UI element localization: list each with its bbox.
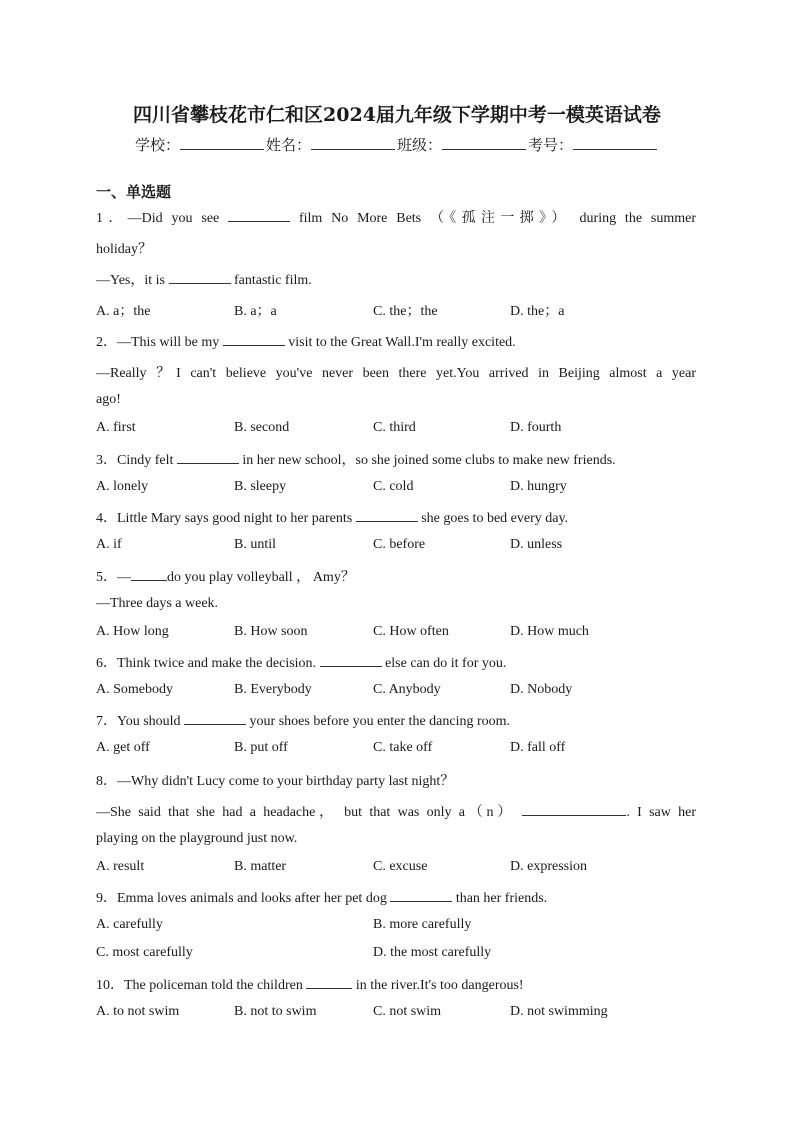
q4-option-a[interactable]: A. if <box>96 537 122 552</box>
question-1-stem: 1．—Did you see film No More Bets （《孤注一掷》） during the summer <box>96 211 696 226</box>
question-1-stem-tail: holiday？ <box>96 242 152 257</box>
question-2-reply: —Really ？I can't believe you've never been there yet.You arrived in Beijing almost a year <box>96 366 696 381</box>
q8-option-c[interactable]: C. excuse <box>373 859 428 874</box>
q8-option-d[interactable]: D. expression <box>510 859 587 874</box>
blank-3[interactable] <box>177 451 239 464</box>
question-10-stem: 10．The policeman told the children in the river.It's too dangerous! <box>96 978 524 993</box>
q7-option-d[interactable]: D. fall off <box>510 740 566 755</box>
question-3-stem: 3．Cindy felt in her new school，so she joined some clubs to make new friends. <box>96 453 616 468</box>
q10-option-a[interactable]: A. to not swim <box>96 1004 180 1019</box>
q2-option-c[interactable]: C. third <box>373 420 416 435</box>
question-2-stem: 2．—This will be my visit to the Great Wall.I'm really excited. <box>96 335 516 350</box>
name-blank[interactable] <box>311 135 395 150</box>
blank-8[interactable] <box>522 803 626 816</box>
q5-option-b[interactable]: B. How soon <box>234 624 308 639</box>
name-label: 姓名： <box>265 136 311 154</box>
section-title: 一、单选题 <box>96 183 172 201</box>
question-5-reply: —Three days a week. <box>96 596 219 611</box>
q8-option-b[interactable]: B. matter <box>234 859 287 874</box>
q4-option-c[interactable]: C. before <box>373 537 426 552</box>
question-7-stem: 7．You should your shoes before you enter the dancing room. <box>96 714 511 729</box>
q3-option-a[interactable]: A. lonely <box>96 479 149 494</box>
number-label: 考号： <box>528 136 574 154</box>
q1-option-b[interactable]: B. a；a <box>234 304 277 319</box>
q1-option-c[interactable]: C. the；the <box>373 304 438 319</box>
question-1-reply: —Yes，it is fantastic film. <box>96 273 312 288</box>
question-4-stem: 4．Little Mary says good night to her parents she goes to bed every day. <box>96 511 569 526</box>
q9-option-d[interactable]: D. the most carefully <box>373 945 492 960</box>
question-5-stem: 5．— do you play volleyball ， Amy？ <box>96 570 355 585</box>
q6-option-a[interactable]: A. Somebody <box>96 682 173 697</box>
q1-option-d[interactable]: D. the；a <box>510 304 565 319</box>
question-8-reply-tail: playing on the playground just now. <box>96 831 298 846</box>
q7-option-c[interactable]: C. take off <box>373 740 433 755</box>
q9-option-c[interactable]: C. most carefully <box>96 945 193 960</box>
school-label: 学校： <box>134 136 180 154</box>
exam-title: 四川省攀枝花市仁和区2024届九年级下学期中考一模英语试卷 <box>133 104 661 126</box>
question-8-reply: —She said that she had a headache， but that was only a（n） . I saw her <box>96 805 697 820</box>
q2-option-a[interactable]: A. first <box>96 420 136 435</box>
q9-option-b[interactable]: B. more carefully <box>373 917 472 932</box>
q5-option-d[interactable]: D. How much <box>510 624 589 639</box>
q3-option-b[interactable]: B. sleepy <box>234 479 287 494</box>
blank-6[interactable] <box>320 654 382 667</box>
class-label: 班级： <box>397 136 443 154</box>
q5-option-a[interactable]: A. How long <box>96 624 169 639</box>
q6-option-c[interactable]: C. Anybody <box>373 682 441 697</box>
q5-option-c[interactable]: C. How often <box>373 624 449 639</box>
q1-option-a[interactable]: A. a；the <box>96 304 151 319</box>
q10-option-c[interactable]: C. not swim <box>373 1004 442 1019</box>
school-blank[interactable] <box>180 135 264 150</box>
blank-7[interactable] <box>184 712 246 725</box>
blank-9[interactable] <box>390 889 452 902</box>
q9-option-a[interactable]: A. carefully <box>96 917 163 932</box>
blank-5[interactable] <box>131 568 167 581</box>
number-blank[interactable] <box>573 135 657 150</box>
q2-option-b[interactable]: B. second <box>234 420 290 435</box>
q8-option-a[interactable]: A. result <box>96 859 145 874</box>
q10-option-d[interactable]: D. not swimming <box>510 1004 608 1019</box>
class-blank[interactable] <box>442 135 526 150</box>
blank-2[interactable] <box>223 333 285 346</box>
q6-option-d[interactable]: D. Nobody <box>510 682 573 697</box>
q7-option-a[interactable]: A. get off <box>96 740 150 755</box>
question-8-stem: 8．—Why didn't Lucy come to your birthday party last night？ <box>96 774 455 789</box>
q2-option-d[interactable]: D. fourth <box>510 420 562 435</box>
q3-option-c[interactable]: C. cold <box>373 479 414 494</box>
blank-1a[interactable] <box>228 209 290 222</box>
q10-option-b[interactable]: B. not to swim <box>234 1004 317 1019</box>
question-6-stem: 6．Think twice and make the decision. else can do it for you. <box>96 656 507 671</box>
q6-option-b[interactable]: B. Everybody <box>234 682 312 697</box>
blank-1b[interactable] <box>169 271 231 284</box>
question-9-stem: 9．Emma loves animals and looks after her pet dog than her friends. <box>96 891 548 906</box>
blank-4[interactable] <box>356 509 418 522</box>
q3-option-d[interactable]: D. hungry <box>510 479 567 494</box>
q4-option-d[interactable]: D. unless <box>510 537 563 552</box>
q7-option-b[interactable]: B. put off <box>234 740 288 755</box>
student-info-row <box>0 134 794 155</box>
question-2-reply-tail: ago! <box>96 392 121 407</box>
blank-10[interactable] <box>306 976 352 989</box>
q4-option-b[interactable]: B. until <box>234 537 277 552</box>
